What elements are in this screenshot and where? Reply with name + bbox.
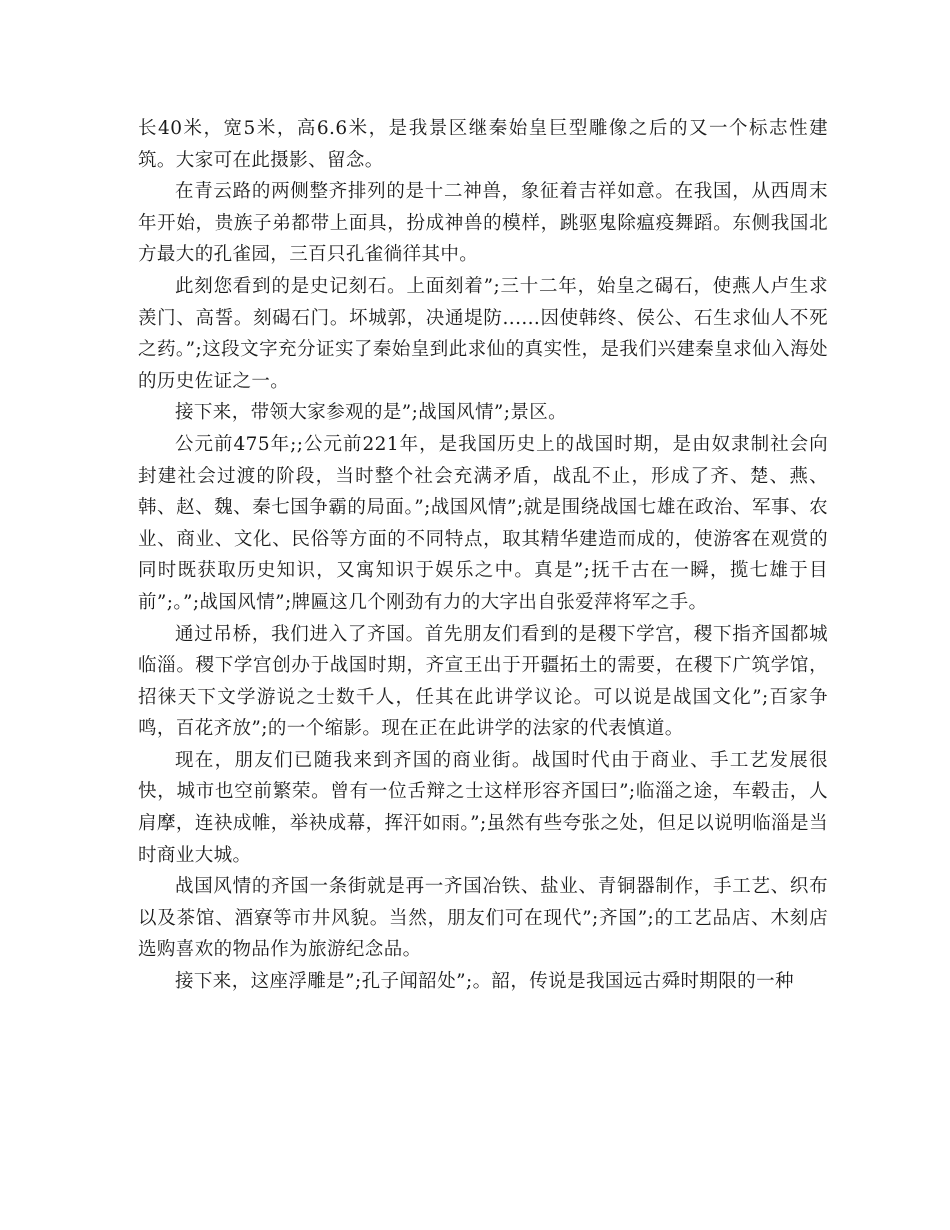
- document-body: [138, 113, 828, 998]
- paragraph-5: 公元前475年;;公元前221年，是我国历史上的战国时期，是由奴隶制社会向封建社会过渡的阶段，当时整个社会充满矛盾，战乱不止，形成了齐、楚、燕、韩、赵、魏、秦七国争霸的局面。”;战国风情”;就是围绕战国七雄在政治、军事、农业、商业、文化、民俗等方面的不同特点，取其精华建造而成的，使游客在观赏的同时既获取历史知识，又寓知识于娱乐之中。真是”;抚千古在一瞬，揽七雄于目前”;。”;战国风情”;牌匾这几个刚劲有力的大字出自张爱萍将军之手。: [138, 433, 828, 613]
- paragraph-2: 在青云路的两侧整齐排列的是十二神兽，象征着吉祥如意。在我国，从西周末年开始，贵族子弟都带上面具，扮成神兽的模样，跳驱鬼除瘟疫舞蹈。东侧我国北方最大的孔雀园，三百只孔雀徜徉其中。: [138, 181, 828, 266]
- paragraph-3: 此刻您看到的是史记刻石。上面刻着”;三十二年，始皇之碣石，使燕人卢生求羡门、高誓。刻碣石门。坏城郭，决通堤防......因使韩终、侯公、石生求仙人不死之药。”;这段文字充分证实了秦始皇到此求仙的真实性，是我们兴建秦皇求仙入海处的历史佐证之一。: [138, 275, 828, 392]
- paragraph-8: 战国风情的齐国一条街就是再一齐国冶铁、盐业、青铜器制作，手工艺、织布以及茶馆、酒寮等市井风貌。当然，朋友们可在现代”;齐国”;的工艺品店、木刻店选购喜欢的物品作为旅游纪念品。: [138, 876, 828, 961]
- paragraph-7: 现在，朋友们已随我来到齐国的商业街。战国时代由于商业、手工艺发展很快，城市也空前繁荣。曾有一位舌辩之士这样形容齐国曰”;临淄之途，车毂击，人肩摩，连袂成帷，举袂成幕，挥汗如雨。”;虽然有些夸张之处，但足以说明临淄是当时商业大城。: [138, 749, 828, 866]
- paragraph-4: 接下来，带领大家参观的是”;战国风情”;景区。: [175, 402, 568, 424]
- paragraph-6: 通过吊桥，我们进入了齐国。首先朋友们看到的是稷下学宫，稷下指齐国都城临淄。稷下学宫创办于战国时期，齐宣王出于开疆拓土的需要，在稷下广筑学馆，招徕天下文学游说之士数千人，任其在此讲学议论。可以说是战国文化”;百家争鸣，百花齐放”;的一个缩影。现在正在此讲学的法家的代表慎道。: [138, 623, 828, 740]
- paragraph-9: 接下来，这座浮雕是”;孔子闻韶处”;。韶，传说是我国远古舜时期限的一种: [175, 971, 794, 993]
- paragraph-1: 长40米，宽5米，高6.6米，是我景区继秦始皇巨型雕像之后的又一个标志性建筑。大家可在此摄影、留念。: [138, 118, 828, 171]
